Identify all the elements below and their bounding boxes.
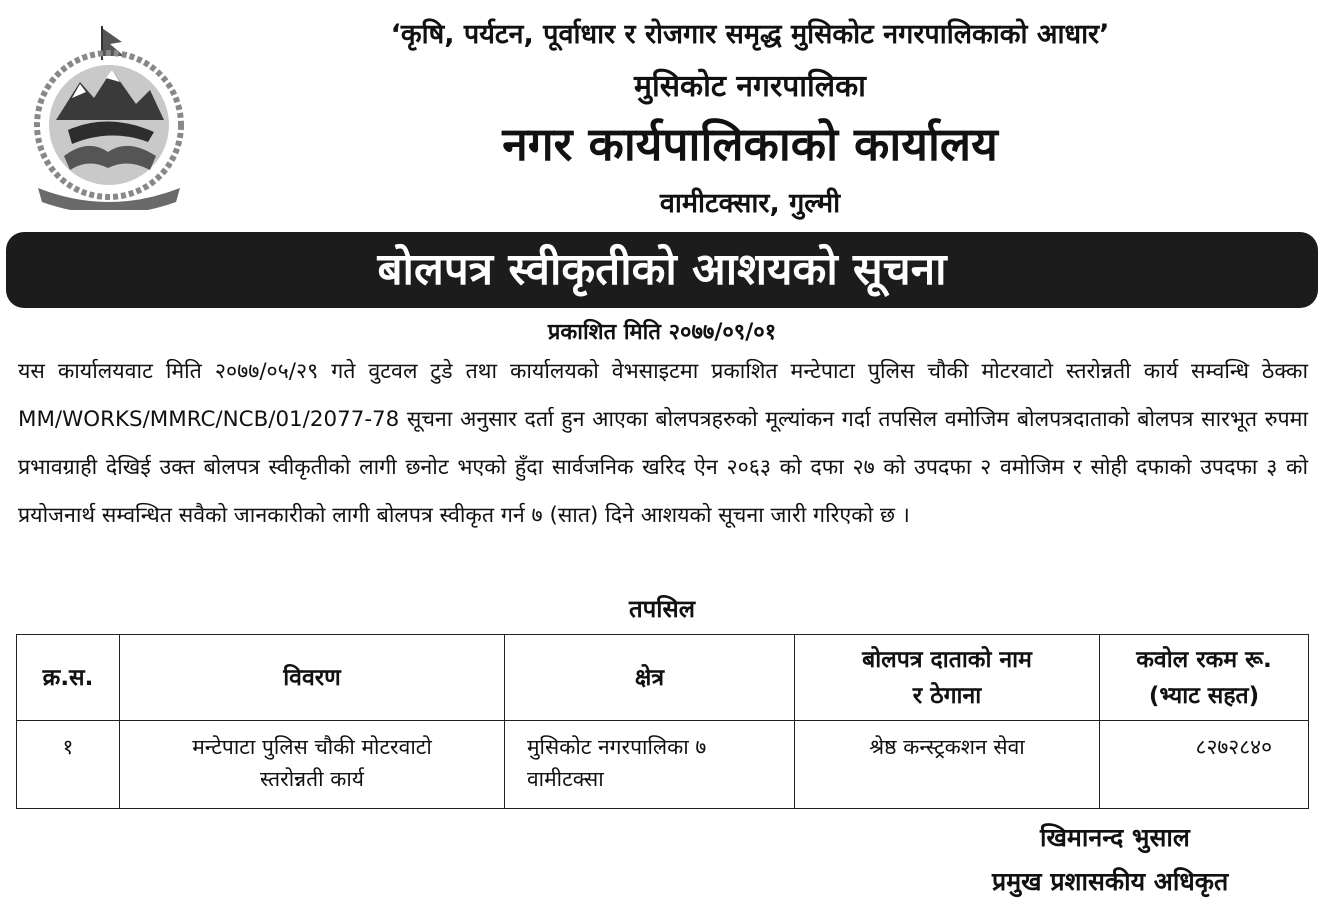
header-bidder-line1: बोलपत्र दाताको नाम bbox=[862, 646, 1032, 673]
cell-amount: ८२७२८४० bbox=[1100, 721, 1309, 809]
signatory-title: प्रमुख प्रशासकीय अधिकृत bbox=[992, 867, 1229, 896]
header-amount-line2: (भ्याट सहत) bbox=[1148, 682, 1260, 709]
bid-details-table bbox=[16, 634, 1309, 809]
header-amount bbox=[1100, 635, 1309, 721]
cell-area-line1: मुसिकोट नगरपालिका ७ bbox=[527, 735, 707, 759]
cell-bidder: श्रेष्ठ कन्स्ट्रकशन सेवा bbox=[795, 721, 1100, 809]
slogan: ‘कृषि, पर्यटन, पूर्वाधार र रोजगार समृद्ध मुसिकोट नगरपालिकाको आधार’ bbox=[390, 19, 1110, 50]
municipality-name: मुसिकोट नगरपालिका bbox=[634, 69, 866, 104]
notice-body: यस कार्यालयवाट मिति २०७७/०५/२९ गते वुटवल टुडे तथा कार्यालयको वेभसाइटमा प्रकाशित मन्टेपाटा पुलिस चौकी मोटरवाटो स्तरोन्नती कार्य सम्वन्धि ठेक्का MM/WORKS/MMRC/NCB/01/2077-78 सूचना अनुसार दर्ता हुन आएका बोलपत्रहरुको मूल्यांकन गर्दा तपसिल वमोजिम बोलपत्रदाताको बोलपत्र सारभूत रुपमा प्रभावग्राही देखिई उक्त बोलपत्र स्वीकृतीको लागी छनोट भएको हुँदा सार्वजनिक खरिद ऐन २०६३ को दफा २७ को उपदफा २ वमोजिम र सोही दफाको उपदफा ३ को प्रयोजनार्थ सम्वन्धित सवैको जानकारीको लागी बोलपत्र स्वीकृत गर्न ७ (सात) दिने आशयको सूचना जारी गरिएको छ । bbox=[18, 359, 1308, 528]
nepal-government-emblem-icon bbox=[28, 20, 190, 210]
notice-title-banner bbox=[6, 232, 1318, 308]
header-description: विवरण bbox=[120, 635, 505, 721]
header-bidder bbox=[795, 635, 1100, 721]
signatory-name: खिमानन्द भुसाल bbox=[1040, 823, 1190, 852]
cell-description-line1: मन्टेपाटा पुलिस चौकी मोटरवाटो bbox=[192, 735, 432, 759]
notice-title: बोलपत्र स्वीकृतीको आशयको सूचना bbox=[377, 244, 947, 295]
table-header-row bbox=[17, 635, 1309, 721]
published-date: प्रकाशित मिति २०७७/०९/०१ bbox=[547, 320, 777, 345]
cell-area-line2: वामीटक्सा bbox=[527, 767, 604, 791]
header-bidder-line2: र ठेगाना bbox=[912, 682, 982, 709]
cell-description-line2: स्तरोन्नती कार्य bbox=[260, 767, 364, 791]
table-row bbox=[17, 721, 1309, 809]
header-amount-line1: कवोल रकम रू. bbox=[1136, 646, 1272, 673]
office-name: नगर कार्यपालिकाको कार्यालय bbox=[502, 117, 998, 171]
header-area: क्षेत्र bbox=[505, 635, 795, 721]
table-caption: तपसिल bbox=[628, 595, 696, 623]
header-serial-number: क्र.स. bbox=[17, 635, 120, 721]
cell-serial-number: १ bbox=[17, 721, 120, 809]
cell-description bbox=[120, 721, 505, 809]
office-address: वामीटक्सार, गुल्मी bbox=[659, 188, 841, 219]
cell-area bbox=[505, 721, 795, 809]
